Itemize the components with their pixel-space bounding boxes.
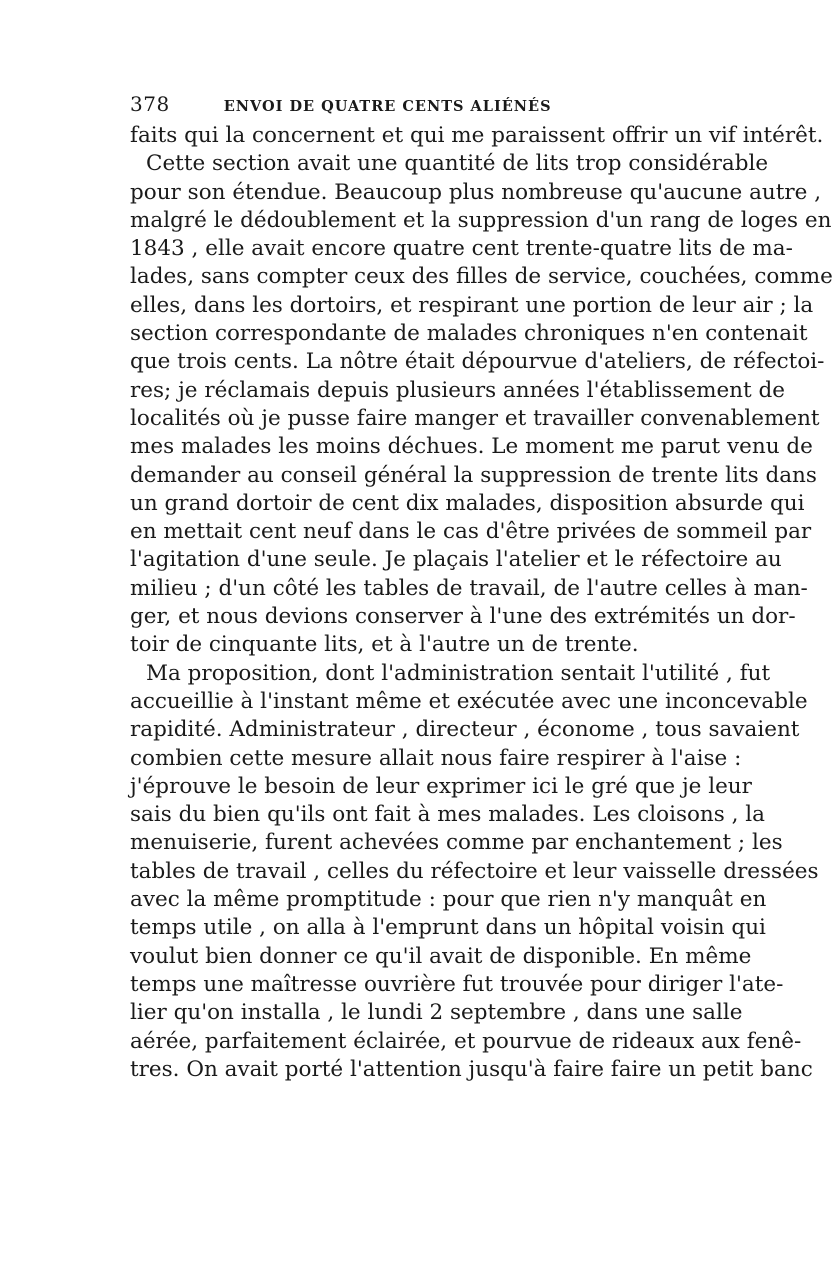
body-text	[130, 122, 833, 1084]
text-line: tables de travail , celles du réfectoire et leur vaisselle dressées	[130, 858, 819, 884]
text-line: j'éprouve le besoin de leur exprimer ici le gré que je leur	[130, 773, 752, 799]
text-line: malgré le dédoublement et la suppression d'un rang de loges en	[130, 207, 832, 233]
text-line: voulut bien donner ce qu'il avait de disponible. En même	[130, 943, 752, 969]
text-line: menuiserie, furent achevées comme par enchantement ; les	[130, 830, 783, 856]
text-line: demander au conseil général la suppression de trente lits dans	[130, 462, 817, 488]
text-line: elles, dans les dortoirs, et respirant une portion de leur air ; la	[130, 292, 814, 318]
text-line: tres. On avait porté l'attention jusqu'à faire faire un petit banc	[130, 1056, 813, 1082]
text-line: l'agitation d'une seule. Je plaçais l'atelier et le réfectoire au	[130, 547, 782, 573]
text-line: pour son étendue. Beaucoup plus nombreuse qu'aucune autre ,	[130, 179, 822, 205]
book-page	[130, 92, 833, 1084]
text-line: lier qu'on installa , le lundi 2 septembre , dans une salle	[130, 1000, 743, 1026]
text-line: toir de cinquante lits, et à l'autre un de trente.	[130, 632, 639, 658]
text-line: milieu ; d'un côté les tables de travail, de l'autre celles à man-	[130, 575, 808, 601]
text-line: faits qui la concernent et qui me paraissent offrir un vif intérêt.	[130, 123, 824, 148]
text-line: que trois cents. La nôtre était dépourvue d'ateliers, de réfectoi-	[130, 349, 825, 375]
text-line: section correspondante de malades chroniques n'en contenait	[130, 321, 808, 347]
text-line: lades, sans compter ceux des filles de service, couchées, comme	[130, 264, 833, 290]
text-line: rapidité. Administrateur , directeur , économe , tous savaient	[130, 717, 800, 743]
text-line: res; je réclamais depuis plusieurs années l'établissement de	[130, 377, 785, 403]
text-line: ger, et nous devions conserver à l'une des extrémités un dor-	[130, 604, 796, 630]
text-line: temps utile , on alla à l'emprunt dans un hôpital voisin qui	[130, 915, 766, 941]
text-line: aérée, parfaitement éclairée, et pourvue de rideaux aux fenê-	[130, 1028, 802, 1054]
text-line: en mettait cent neuf dans le cas d'être privées de sommeil par	[130, 519, 812, 545]
page-header	[130, 92, 672, 122]
text-line: combien cette mesure allait nous faire respirer à l'aise :	[130, 745, 742, 771]
text-line: mes malades les moins déchues. Le moment me parut venu de	[130, 434, 813, 460]
text-line: sais du bien qu'ils ont fait à mes malades. Les cloisons , la	[130, 802, 765, 828]
text-line: Ma proposition, dont l'administration sentait l'utilité , fut	[146, 660, 771, 686]
text-line: un grand dortoir de cent dix malades, disposition absurde qui	[130, 490, 805, 516]
running-head: ENVOI DE QUATRE CENTS ALIÉNÉS	[223, 98, 552, 115]
text-line: Cette section avait une quantité de lits trop considérable	[146, 151, 769, 177]
text-line: 1843 , elle avait encore quatre cent trente-quatre lits de ma-	[130, 236, 793, 262]
page-number: 378	[130, 92, 170, 116]
text-line: avec la même promptitude : pour que rien n'y manquât en	[130, 887, 767, 913]
text-line: accueillie à l'instant même et exécutée avec une inconcevable	[130, 688, 808, 714]
text-line: localités où je pusse faire manger et travailler convenablement	[130, 405, 820, 431]
text-line: temps une maîtresse ouvrière fut trouvée pour diriger l'ate-	[130, 971, 784, 997]
